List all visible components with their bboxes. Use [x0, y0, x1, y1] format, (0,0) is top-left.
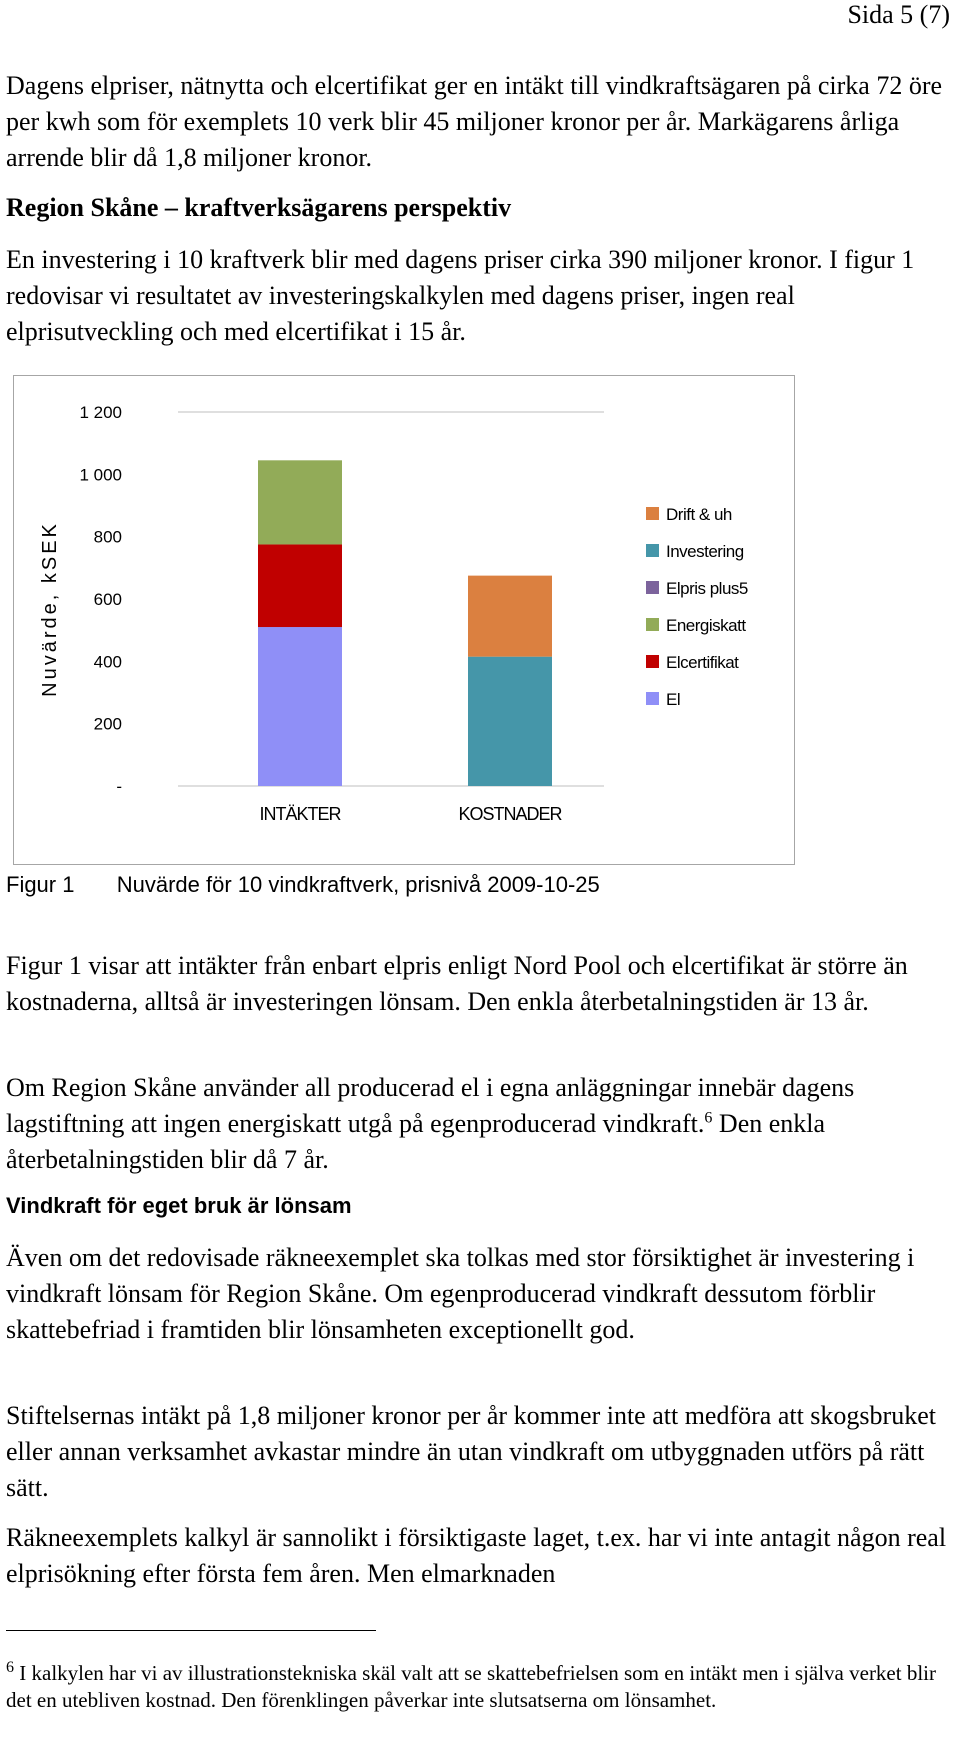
legend-swatch: [646, 692, 659, 705]
legend-swatch: [646, 581, 659, 594]
bar-segment: [258, 460, 342, 544]
footnote-reference: 6: [704, 1109, 713, 1127]
y-tick-label: -: [116, 777, 122, 796]
paragraph-investment: En investering i 10 kraftverk blir med dagens priser cirka 390 miljoner kronor. I figur 1 redovisar vi resultatet av investeringskalkylen med dagens priser, ingen real elprisutveckling och med elcertifikat i 15 år.: [6, 245, 915, 346]
y-axis-label: Nuvärde, kSEK: [39, 521, 61, 697]
figure-caption-label: Figur 1: [6, 872, 75, 897]
section-heading-region-skane: Region Skåne – kraftverksägarens perspektiv: [6, 193, 512, 222]
bar-segment: [468, 657, 552, 786]
legend-label: El: [666, 690, 681, 709]
footnote-number: 6: [6, 1659, 14, 1676]
legend-swatch: [646, 618, 659, 631]
paragraph-energy-tax: [6, 1070, 956, 1178]
legend-swatch: [646, 507, 659, 520]
footnote-rule: [6, 1630, 376, 1631]
section-heading-own-use: Vindkraft för eget bruk är lönsam: [6, 1193, 352, 1218]
paragraph-energy-tax-payback: Den enkla återbetalningstiden blir då 7 år.: [6, 1109, 826, 1174]
y-tick-label: 1 000: [79, 465, 122, 485]
x-tick-label: INTÄKTER: [259, 804, 341, 824]
y-tick-label: 400: [93, 652, 122, 672]
legend-label: Elpris plus5: [666, 579, 748, 598]
legend-swatch: [646, 544, 659, 557]
y-tick-label: 1 200: [79, 403, 122, 422]
legend-label: Drift & uh: [666, 505, 732, 524]
present-value-chart: [14, 376, 794, 864]
figure-caption: [6, 870, 600, 900]
paragraph-energy-tax-text: Om Region Skåne använder all producerad el i egna anläggningar innebär dagens lagstiftning att ingen energiskatt utgå på egenproducerad vindkraft.: [6, 1073, 855, 1138]
y-tick-label: 800: [93, 527, 122, 547]
bar-segment: [258, 627, 342, 786]
page-number: Sida 5 (7): [847, 0, 950, 29]
x-tick-label: KOSTNADER: [458, 804, 562, 824]
legend-label: Elcertifikat: [666, 653, 739, 672]
footnote-text: I kalkylen har vi av illustrationstekniska skäl valt att se skattebefrielsen som en intäkt men i själva verket blir det en utebliven kostnad. Den förenklingen påverkar inte slutsatserna om lönsamhet.: [6, 1661, 937, 1712]
paragraph-calculation: Räkneexemplets kalkyl är sannolikt i försiktigaste laget, t.ex. har vi inte antagit någon real elprisökning efter första fem åren. Men elmarknaden: [6, 1523, 947, 1588]
bar-segment: [468, 576, 552, 657]
paragraph-figure-result: Figur 1 visar att intäkter från enbart elpris enligt Nord Pool och elcertifikat är större än kostnaderna, alltså är investeringen lönsam. Den enkla återbetalningstiden är 13 år.: [6, 951, 908, 1016]
legend-swatch: [646, 655, 659, 668]
paragraph-foundations: Stiftelsernas intäkt på 1,8 miljoner kronor per år kommer inte att medföra att skogsbruket eller annan verksamhet avkastar mindre än utan vindkraft om utbyggnaden utförs på rätt sätt.: [6, 1401, 936, 1502]
y-tick-label: 600: [93, 590, 122, 609]
legend-label: Investering: [666, 542, 744, 561]
paragraph-profitable: Även om det redovisade räkneexemplet ska tolkas med stor försiktighet är investering i vindkraft lönsam för Region Skåne. Om egenproducerad vindkraft dessutom förblir skattebefriad i framtiden blir lönsamheten exceptionellt god.: [6, 1243, 915, 1344]
footnote: [6, 1660, 956, 1714]
y-tick-label: 200: [93, 714, 122, 734]
legend-label: Energiskatt: [666, 616, 746, 635]
paragraph-intake: Dagens elpriser, nätnytta och elcertifikat ger en intäkt till vindkraftsägaren på cirka 72 öre per kwh som för exemplets 10 verk blir 45 miljoner kronor per år. Markägarens årliga arrende blir då 1,8 miljoner kronor.: [6, 71, 943, 172]
chart-frame: [13, 375, 795, 865]
bar-segment: [258, 544, 342, 627]
figure-caption-text: Nuvärde för 10 vindkraftverk, prisnivå 2009-10-25: [116, 872, 600, 897]
